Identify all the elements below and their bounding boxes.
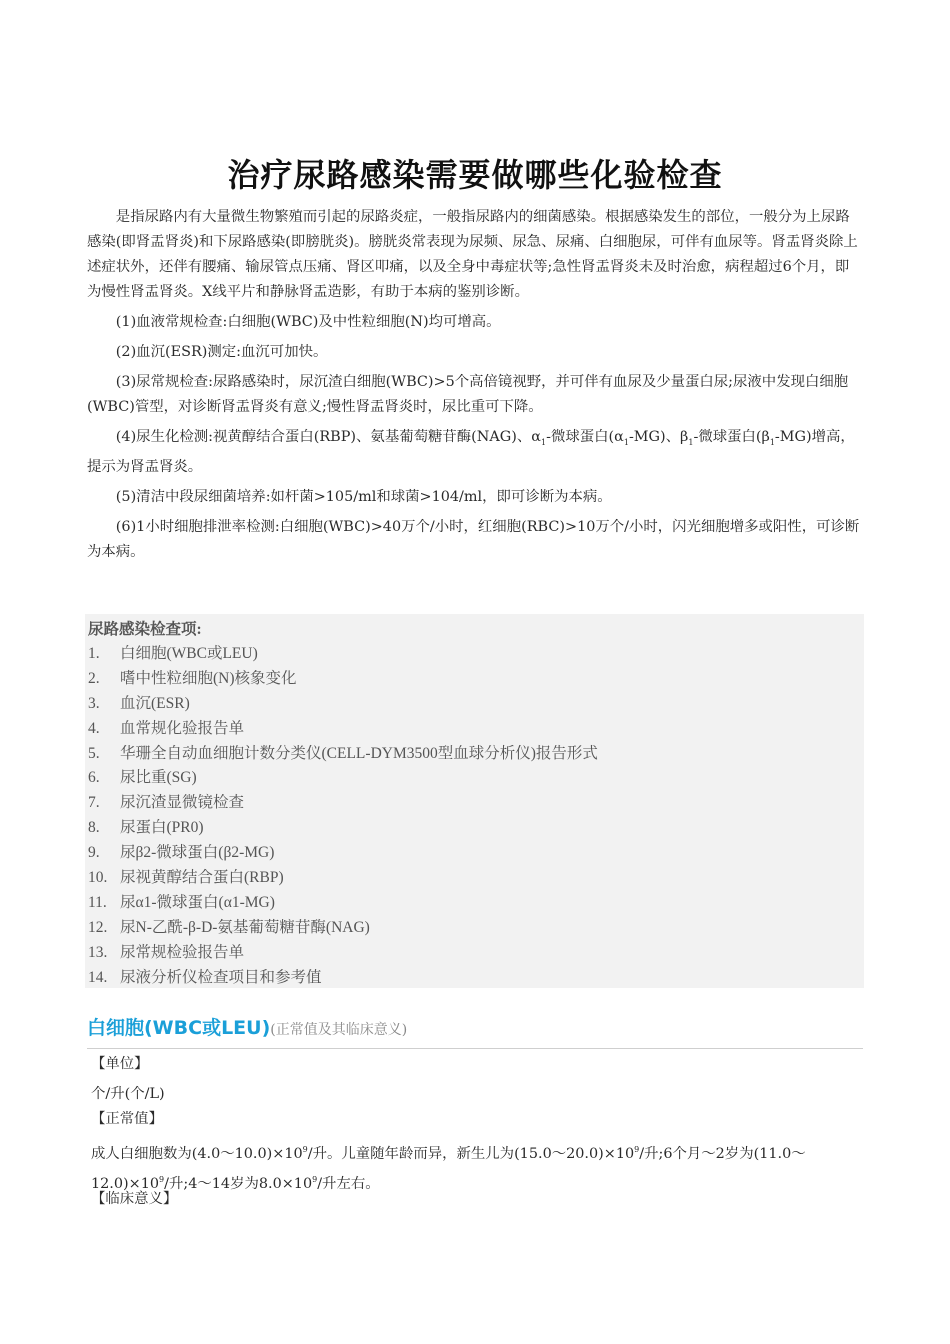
list-number: 2. — [88, 669, 100, 687]
list-number: 13. — [88, 943, 108, 961]
paragraph-urine-routine: (3)尿常规检查:尿路感染时，尿沉渣白细胞(WBC)>5个高倍镜视野，并可伴有血尿及少量蛋白尿;尿液中发现白细胞(WBC)管型，对诊断肾盂肾炎有意义;慢性肾盂肾炎时，尿比重可下降。 — [87, 374, 849, 415]
list-item-text: 尿常规检验报告单 — [120, 943, 245, 961]
list-item-text: 尿α1-微球蛋白(α1-MG) — [120, 893, 275, 911]
list-item[interactable] — [88, 816, 598, 841]
list-number: 4. — [88, 719, 100, 737]
list-number: 11. — [88, 893, 107, 911]
intro-paragraph: 是指尿路内有大量微生物繁殖而引起的尿路炎症，一般指尿路内的细菌感染。根据感染发生的部位，一般分为上尿路感染(即肾盂肾炎)和下尿路感染(即膀胱炎)。膀胱炎常表现为尿频、尿急、尿痛、白细胞尿，可伴有血尿等。肾盂肾炎除上述症状外，还伴有腰痛、输尿管点压痛、肾区叩痛，以及全身中毒症状等;急性肾盂肾炎未及时治愈，病程超过6个月，即为慢性肾盂肾炎。X线平片和静脉肾盂造影，有助于本病的鉴别诊断。 — [87, 209, 858, 300]
paragraph-cell-excretion: (6)1小时细胞排泄率检测:白细胞(WBC)>40万个/小时，红细胞(RBC)>10万个/小时，闪光细胞增多或阳性，可诊断为本病。 — [87, 518, 860, 560]
superscript: 9 — [634, 1145, 640, 1154]
text-run: -微球蛋白(α — [546, 429, 624, 445]
list-item[interactable] — [88, 642, 598, 667]
list-item[interactable] — [88, 717, 598, 742]
paragraph-blood-routine: (1)血液常规检查:白细胞(WBC)及中性粒细胞(N)均可增高。 — [115, 314, 501, 330]
text-run: /升;6个月～2岁为(11.0～12.0)×10 — [91, 1145, 806, 1192]
list-number: 5. — [88, 744, 100, 762]
subscript: 1 — [769, 437, 775, 447]
superscript: 9 — [159, 1174, 165, 1184]
text-run: -MG)、β — [628, 429, 689, 445]
text-run: (4)尿生化检测:视黄醇结合蛋白(RBP)、氨基葡萄糖苷酶(NAG)、α — [115, 429, 541, 445]
subscript: 1 — [540, 437, 547, 447]
paragraph-urine-biochem — [87, 425, 863, 480]
list-item-text: 白细胞(WBC或LEU) — [120, 645, 258, 662]
list-item-text: 血沉(ESR) — [120, 694, 190, 712]
list-item-text: 尿β2-微球蛋白(β2-MG) — [120, 844, 275, 862]
list-item[interactable] — [88, 692, 598, 717]
list-number: 1. — [88, 645, 100, 662]
checklist-heading: 尿路感染检查项: — [88, 621, 202, 638]
normal-label: 【正常值】 — [91, 1111, 163, 1127]
section-title: 白细胞(WBC或LEU) — [87, 1017, 271, 1039]
list-number: 14. — [88, 968, 108, 986]
text-run: 成人白细胞数为(4.0～10.0)×10 — [91, 1145, 303, 1162]
list-item[interactable] — [88, 966, 598, 991]
section-heading — [87, 1013, 407, 1040]
list-number: 12. — [88, 918, 108, 936]
list-item[interactable] — [88, 866, 598, 891]
list-item-text: 华珊全自动血细胞计数分类仪(CELL-DYM3500型血球分析仪)报告形式 — [120, 744, 598, 762]
list-number: 6. — [88, 769, 100, 787]
superscript: 9 — [312, 1174, 318, 1184]
list-item[interactable] — [88, 916, 598, 941]
list-item-text: 尿液分析仪检查项目和参考值 — [120, 968, 322, 986]
section-divider — [87, 1048, 863, 1049]
list-item-text: 嗜中性粒细胞(N)核象变化 — [120, 669, 297, 687]
text-run: /升;4～14岁为8.0×10 — [164, 1175, 313, 1192]
list-item-text: 血常规化验报告单 — [120, 719, 245, 737]
paragraph-culture: (5)清洁中段尿细菌培养:如杆菌>105/ml和球菌>104/ml，即可诊断为本病。 — [115, 488, 612, 505]
list-item[interactable] — [88, 941, 598, 966]
list-item-text: 尿比重(SG) — [120, 769, 197, 787]
article-body — [87, 205, 863, 570]
clinical-label: 【临床意义】 — [91, 1191, 178, 1207]
list-item[interactable] — [88, 841, 598, 866]
list-number: 10. — [88, 869, 108, 887]
list-item[interactable] — [88, 791, 598, 816]
list-number: 3. — [88, 694, 100, 712]
section-subtitle: (正常值及其临床意义) — [270, 1022, 408, 1038]
list-item-text: 尿N-乙酰-β-D-氨基葡萄糖苷酶(NAG) — [120, 918, 370, 936]
text-run: -微球蛋白(β — [693, 429, 770, 445]
text-run: /升。儿童随年龄而异，新生儿为(15.0～20.0)×10 — [307, 1145, 635, 1162]
list-item-text: 尿沉渣显微镜检查 — [120, 794, 245, 812]
unit-label: 【单位】 — [91, 1056, 149, 1072]
subscript: 1 — [688, 437, 694, 447]
list-item-text: 尿蛋白(PR0) — [120, 819, 204, 837]
list-item[interactable] — [88, 742, 598, 767]
list-item-text: 尿视黄醇结合蛋白(RBP) — [120, 869, 284, 887]
checklist — [88, 642, 598, 990]
list-number: 8. — [88, 819, 100, 837]
subscript: 1 — [623, 437, 629, 447]
text-run: /升左右。 — [317, 1175, 380, 1192]
superscript: 9 — [302, 1145, 308, 1154]
unit-value: 个/升(个/L) — [91, 1086, 165, 1102]
list-number: 7. — [88, 794, 100, 812]
list-item[interactable] — [88, 766, 598, 791]
page-title: 治疗尿路感染需要做哪些化验检查 — [227, 156, 723, 194]
paragraph-esr: (2)血沉(ESR)测定:血沉可加快。 — [115, 344, 328, 360]
list-number: 9. — [88, 844, 100, 862]
checklist-box — [85, 614, 864, 988]
text-run: -MG)增高，提示为肾盂肾炎。 — [87, 429, 855, 475]
list-item[interactable] — [88, 891, 598, 916]
list-item[interactable] — [88, 667, 598, 692]
